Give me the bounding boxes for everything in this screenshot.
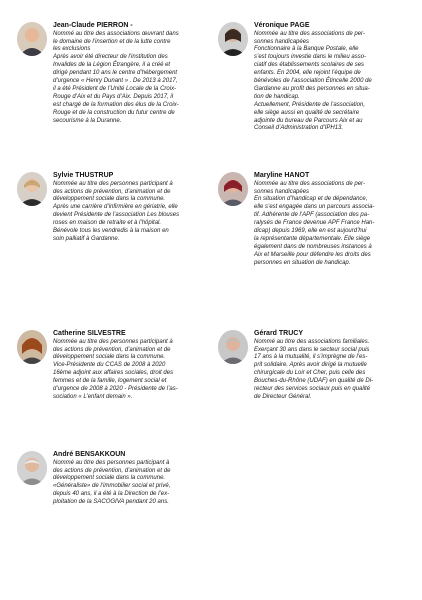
bio-line: sociation « L’enfant demain ». <box>53 393 133 400</box>
bio-line: enfants. En 2004, elle rejoint l’équipe de <box>254 70 361 77</box>
bio-line: est chargé de la formation des élus de la Croix- <box>53 101 179 108</box>
bio-line: ralysés de France devenue APF France Han- <box>254 220 375 227</box>
bio-line: également dans de nombreuses instances à <box>254 243 372 250</box>
bio-line: elle siège aussi en qualité de secrétaire <box>254 109 360 116</box>
bio-line: développement sociale dans la commune. <box>53 354 166 361</box>
profile-name: Véronique PAGE <box>254 22 310 29</box>
bio-line: ciatif des établissements scolaires de ses <box>254 62 365 69</box>
bio-line: tion de handicap. <box>254 93 300 100</box>
bio-line: Bénévole tous les vendredis à la maison en <box>53 228 169 235</box>
bio-line: sonnes handicapées <box>254 38 310 45</box>
bio-line: Aix et Marseille pour défendre les droits des <box>254 251 371 258</box>
avatar-photo <box>17 451 47 485</box>
avatar-photo <box>218 22 248 56</box>
profile-name: André BENSAKKOUN <box>53 451 126 458</box>
bio-line: «Généraliste» de l’immobilier social et privé, <box>53 483 171 490</box>
profile-name: Maryline HANOT <box>254 172 310 179</box>
bio-line: Invalides de la Légion Étrangère, il a créé et <box>53 62 171 69</box>
bio-line: En situation d’handicap et de dépendance, <box>254 196 368 203</box>
avatar-photo <box>17 22 47 56</box>
bio-line: roses en maison de retraite et à l’hôpital. <box>53 220 162 227</box>
bio-line: recteur des services sociaux puis en qualité <box>254 386 371 393</box>
bio-line: des actions de prévention, d’animation et de <box>53 467 171 474</box>
bio-line: développement sociale dans la commune. <box>53 475 166 482</box>
bio-line: Rouge et de la construction du futur centre de <box>53 109 175 116</box>
profile-name: Jean-Claude PIERRON - <box>53 22 133 29</box>
bio-line: Après une carrière d’infirmière en gériatrie, elle <box>53 204 178 211</box>
bio-line: les exclusions <box>53 46 91 53</box>
bio-line: Nommé au titre des associations familiales. <box>254 338 370 345</box>
bio-line: Nommé au titre des personnes participant à <box>53 459 170 466</box>
bio-line: 17 ans à la mutualité, il s’imprègne de l’es- <box>254 354 368 361</box>
bio-line: Conseil d’Administration d’IPH13. <box>254 125 344 132</box>
bio-line: Gardanne au profit des personnes en situa- <box>254 85 370 92</box>
bio-line: 16ème adjoint aux affaires sociales, droit des <box>53 370 174 377</box>
bio-line: s’est toujours investie dans le milieu asso- <box>254 54 367 61</box>
bio-line: d’urgence de 2008 à 2020 - Présidente de l’as- <box>53 386 178 393</box>
bio-line: il a été Président de l’Unité Locale de la Croix- <box>53 85 177 92</box>
bio-line: dicap) depuis 1969, elle en est aujourd’hui <box>254 228 367 235</box>
bio-line: devient Présidente de l’association Les blouses <box>53 212 180 219</box>
bio-line: Bouches-du-Rhône (UDAF) en qualité de Di- <box>254 378 374 385</box>
bio-line: Nommée au titre des personnes participant à <box>53 338 173 345</box>
bio-line: d’urgence « Henry Dunant » . De 2013 à 2017, <box>53 78 178 85</box>
bio-line: secourisme à la Duranne. <box>53 117 122 124</box>
bio-line: Nommée au titre des associations de per- <box>254 180 365 187</box>
bio-line: elle s’est engagée dans un parcours associa- <box>254 204 375 211</box>
bio-line: Vice-Présidente du CCAS de 2008 à 2020 <box>53 362 166 369</box>
bio-line: prit solidaire. Après avoir dirigé la mutuelle <box>254 362 367 369</box>
bio-line: de Directeur Général. <box>254 393 312 400</box>
bio-line: Rouge d’Aix et du Pays d’Aix. Depuis 2017, il <box>53 93 174 100</box>
profile-name: Catherine SILVESTRE <box>53 330 126 337</box>
bio-line: soin palliatif à Gardanne. <box>53 235 120 242</box>
bio-line: Exerçant 30 ans dans le secteur social puis <box>254 346 370 353</box>
bio-line: Après avoir été directeur de l’institution des <box>53 54 168 61</box>
bio-line: femmes et de la famille, logement social et <box>53 378 167 385</box>
avatar-photo <box>17 330 47 364</box>
bio-line: des actions de prévention, d’animation et de <box>53 188 171 195</box>
bio-line: Fonctionnaire à la Banque Postale, elle <box>254 46 359 53</box>
bio-line: des actions de prévention, d’animation et de <box>53 346 171 353</box>
avatar-photo <box>218 330 248 364</box>
bio-line: Nommée au titre des associations de per- <box>254 30 365 37</box>
bio-line: adjointe du bureau de Parcours Aix et au <box>254 117 363 124</box>
bio-line: ploitation de la SACOGIVA pendant 20 ans. <box>53 499 169 506</box>
profile-name: Gérard TRUCY <box>254 330 304 337</box>
avatar-photo <box>218 172 248 206</box>
bio-line: bénévoles de l’association Étincelle 2000 de <box>254 78 372 85</box>
bio-line: le domaine de l’insertion et de la lutte contre <box>53 38 171 45</box>
avatar-photo <box>17 172 47 206</box>
bio-line: Nommé au titre des associations œuvrant dans <box>53 30 179 37</box>
bio-line: chirurgicale du Loir et Cher, puis celle des <box>254 370 366 377</box>
bio-line: la représentante départementale. Elle siège <box>254 235 371 242</box>
bio-line: développement sociale dans la commune. <box>53 196 166 203</box>
bio-line: depuis 40 ans, il a été à la Direction de l’ex- <box>53 491 170 498</box>
bio-line: Nommée au titre des personnes participant à <box>53 180 173 187</box>
bio-line: personnes en situation de handicap. <box>254 259 351 266</box>
bio-line: Actuellement, Présidente de l’association, <box>254 101 366 108</box>
bio-line: dirigé pendant 10 ans le centre d’hébergement <box>53 70 178 77</box>
profile-name: Sylvie THUSTRUP <box>53 172 114 179</box>
bio-line: sonnes handicapées <box>254 188 310 195</box>
bio-line: tif. Adhérente de l’APF (association des pa- <box>254 212 370 219</box>
